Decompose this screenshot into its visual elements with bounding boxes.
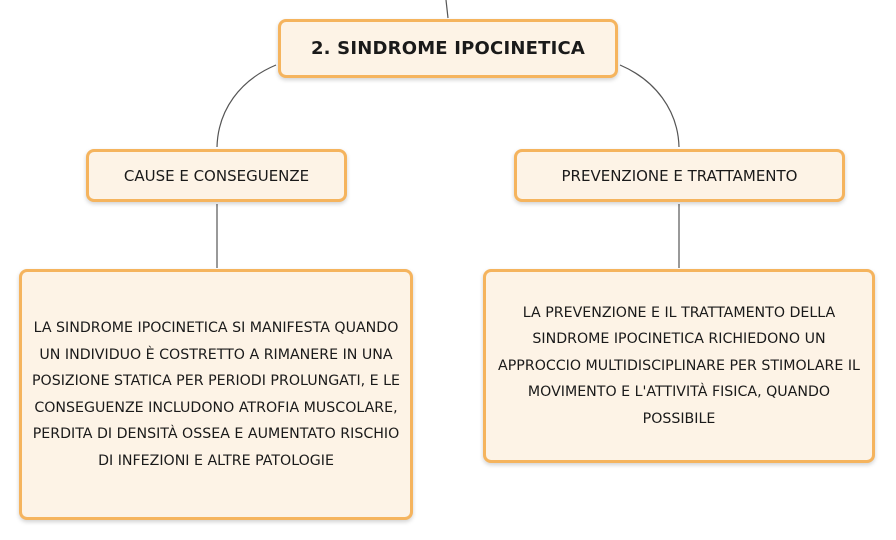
- detail-node-cause-text: LA SINDROME IPOCINETICA SI MANIFESTA QUANDO UN INDIVIDUO È COSTRETTO A RIMANERE IN UNA POSIZIONE STATICA PER PERIODI PROLUNGATI, E LE CONSEGUENZE INCLUDONO ATROFIA MUSCOLARE, PERDITA DI DENSITÀ OSSEA E AUMENTATO RISCHIO DI INFEZIONI E ALTRE PATOLOGIE: [31, 320, 401, 469]
- branch-node-prevention[interactable]: [514, 149, 845, 202]
- detail-node-prevention-text: LA PREVENZIONE E IL TRATTAMENTO DELLA SINDROME IPOCINETICA RICHIEDONO UN APPROCCIO MULTIDISCIPLINARE PER STIMOLARE IL MOVIMENTO E L'ATTIVITÀ FISICA, QUANDO POSSIBILE: [498, 304, 860, 427]
- detail-node-prevention[interactable]: [483, 269, 875, 463]
- incoming-connector: [446, 0, 448, 18]
- detail-node-cause[interactable]: [19, 269, 413, 520]
- connector-root-to-prevention: [620, 65, 679, 147]
- connector-root-to-cause: [217, 65, 276, 147]
- branch-node-prevention-label: PREVENZIONE E TRATTAMENTO: [561, 166, 798, 185]
- root-node[interactable]: [278, 19, 618, 78]
- branch-node-cause-label: CAUSE E CONSEGUENZE: [123, 166, 310, 185]
- branch-node-cause[interactable]: [86, 149, 347, 202]
- root-node-label: 2. SINDROME IPOCINETICA: [310, 38, 586, 59]
